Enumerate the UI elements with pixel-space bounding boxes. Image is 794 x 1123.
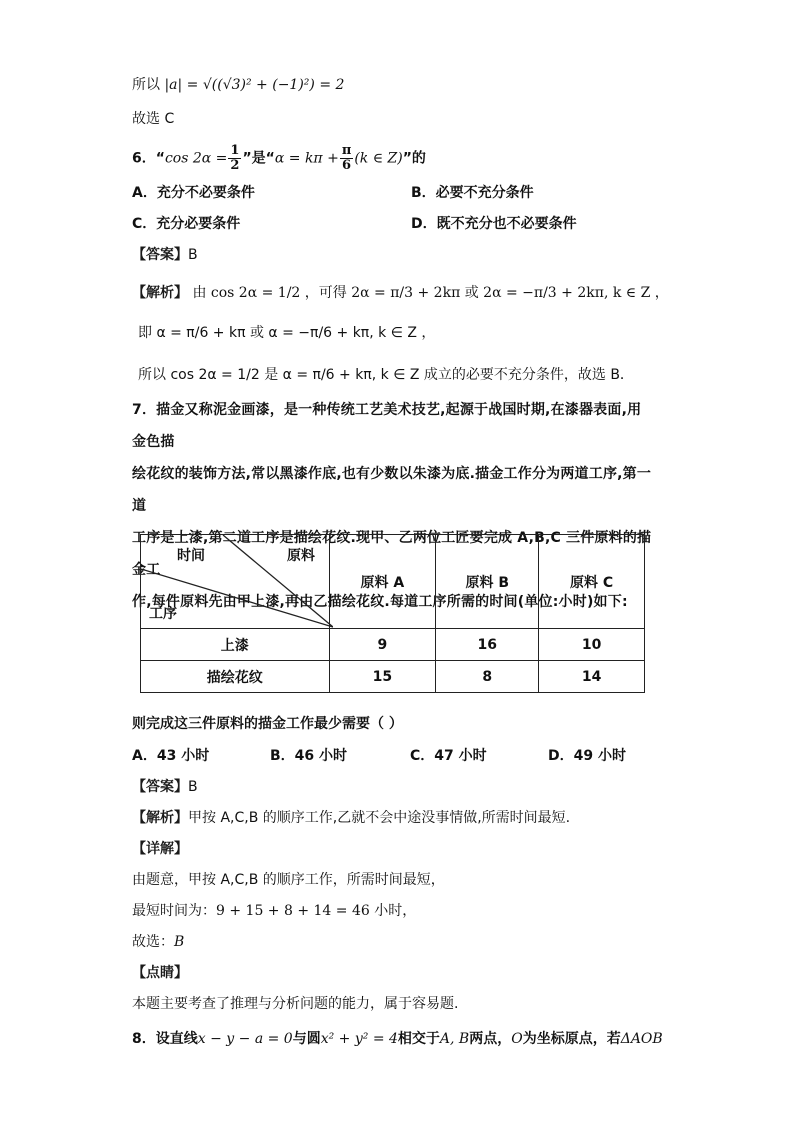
corner-process-label: 工序 [149, 606, 177, 622]
q7-option-b: B．46 小时 [270, 748, 348, 764]
q7-question: 则完成这三件原料的描金工作最少需要（ ） [132, 716, 403, 732]
q6-answer: 【答案】B [132, 247, 198, 263]
q7-detail-3: 故选：B [132, 934, 185, 950]
modulus-formula: |a| = √((√3)² + (−1)²) = 2 [164, 77, 345, 93]
q7-detail-2: 最短时间为：9 + 15 + 8 + 14 = 46 小时， [132, 903, 417, 919]
corner-time-label: 时间 [177, 548, 205, 564]
q7-option-d: D．49 小时 [548, 748, 626, 764]
modulus-prefix: 所以 [132, 77, 160, 93]
work-time-table [140, 534, 645, 693]
q7-answer: 【答案】B [132, 779, 198, 795]
q6-half-fraction: $\frac{1}{2}$ [230, 143, 240, 173]
table-corner-cell [141, 535, 330, 629]
q6-option-b: B．必要不充分条件 [411, 185, 534, 201]
q7-detail-label: 【详解】 [132, 841, 188, 857]
table-row: 上漆 9 16 10 [141, 629, 645, 661]
q6-option-a: A．充分不必要条件 [132, 185, 255, 201]
q6-analysis-2: 即 α = π/6 + kπ 或 α = −π/6 + kπ, k ∈ Z ， [138, 325, 436, 341]
q7-analysis: 【解析】甲按 A,C,B 的顺序工作,乙就不会中途没事情做,所需时间最短. [132, 810, 571, 826]
q6-analysis-1: 【解析】 由 cos 2α = 1/2 ，可得 2α = π/3 + 2kπ 或 2α = −π/3 + 2kπ, k ∈ Z ， [132, 285, 669, 301]
header-material-a: 原料 A [329, 535, 436, 629]
choose-c-line: 故选 C [132, 111, 175, 127]
table-row: 描绘花纹 15 8 14 [141, 661, 645, 693]
q7-option-a: A．43 小时 [132, 748, 210, 764]
q6-pi-six-fraction: $\frac{\pi}{6}$ [341, 143, 352, 173]
q6-analysis-3: 所以 cos 2α = 1/2 是 α = π/6 + kπ, k ∈ Z 成立的必要不充分条件，故选 B． [138, 367, 634, 383]
q7-comment: 本题主要考查了推理与分析问题的能力，属于容易题. [132, 996, 459, 1012]
q7-detail-1: 由题意，甲按 A,C,B 的顺序工作，所需时间最短， [132, 872, 445, 888]
q6-option-c: C．充分必要条件 [132, 216, 241, 232]
q8-stem: 8．设直线x − y − a = 0与圆x² + y² = 4相交于A, B两点，O为坐标原点，若ΔAOB [132, 1031, 663, 1047]
q6-option-d: D．既不充分也不必要条件 [411, 216, 577, 232]
corner-material-label: 原料 [287, 548, 315, 564]
q7-comment-label: 【点睛】 [132, 965, 188, 981]
header-material-b: 原料 B [436, 535, 539, 629]
header-material-c: 原料 C [539, 535, 645, 629]
modulus-result-line [132, 74, 344, 94]
q7-stem: 7．描金又称泥金画漆，是一种传统工艺美术技艺,起源于战国时期,在漆器表面,用金色描 绘花纹的装饰方法,常以黑漆作底,也有少数以朱漆为底.描金工作分为两道工序,第一道 工序是上漆,第二道工序是描绘花纹.现甲、乙两位工匠要完成 A,B,C 三件原料的描金工 作,每件原料先由甲上漆,再由乙描绘花纹.每道工序所需的时间(单位:小时)如下: [132, 402, 652, 610]
q7-option-c: C．47 小时 [410, 748, 487, 764]
q6-stem: 6．“cos 2α = $\frac{1}{2}$ ”是“α = kπ + $\frac{\pi}{6}$ (k ∈ Z)”的 [132, 143, 426, 173]
